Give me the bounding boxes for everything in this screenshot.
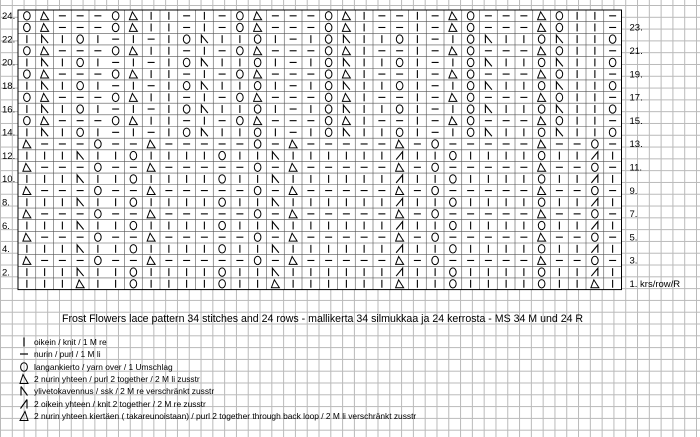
row-number-odd: 11. [629, 162, 643, 174]
p2tog-tbl-icon [18, 410, 30, 422]
legend-text-p2tog: 2 nurin yhteen / purl 2 together / 2 M li zusstr [34, 374, 200, 385]
purl-icon [18, 348, 30, 360]
legend-text-k2tog: 2 oikein yhteen / knit 2 together / 2 M re zusstr [34, 398, 206, 409]
legend-item-yarn-over [18, 361, 416, 373]
row-number-odd: 23. [629, 22, 643, 34]
legend-text-knit: oikein / knit / 1 M re [34, 337, 107, 348]
row-number-even: 4. [2, 244, 10, 256]
row-number-even: 14. [2, 127, 16, 139]
row-number-odd: 17. [629, 92, 643, 104]
row-number-even: 8. [2, 197, 10, 209]
legend-text-purl: nurin / purl / 1 M li [34, 349, 101, 360]
knit-icon [18, 336, 30, 348]
row-number-even: 6. [2, 220, 10, 232]
row-number-even: 12. [2, 150, 16, 162]
row-number-odd: 3. [629, 255, 638, 267]
row-number-odd: 1. krs/row/R [629, 279, 681, 291]
legend-item-p2tog-tbl [18, 410, 416, 422]
symbol-legend [18, 336, 416, 422]
legend-text-ssk: ylivetokavennus / ssk / 2 M re verschränkt zusstr [34, 386, 215, 397]
yarn-over-icon [18, 361, 30, 373]
k2tog-icon [18, 398, 30, 410]
row-number-odd: 9. [629, 185, 638, 197]
row-number-even: 10. [2, 174, 16, 186]
row-number-odd: 21. [629, 46, 643, 58]
legend-item-p2tog [18, 373, 416, 385]
row-number-odd: 13. [629, 139, 643, 151]
row-number-even: 20. [2, 57, 16, 69]
row-number-odd: 15. [629, 115, 643, 127]
legend-item-ssk [18, 385, 416, 397]
row-number-even: 2. [2, 267, 10, 279]
legend-text-yarn-over: langankierto / yarn over / 1 Umschlag [34, 361, 173, 372]
row-number-odd: 19. [629, 69, 643, 81]
row-number-even: 24. [2, 11, 16, 23]
legend-item-purl [18, 348, 416, 360]
legend-item-knit [18, 336, 416, 348]
row-number-even: 16. [2, 104, 16, 116]
p2tog-icon [18, 373, 30, 385]
row-number-odd: 5. [629, 232, 638, 244]
ssk-icon [18, 385, 30, 397]
legend-item-k2tog [18, 397, 416, 409]
row-number-odd: 7. [629, 209, 638, 221]
row-number-even: 18. [2, 80, 16, 92]
row-number-even: 22. [2, 34, 16, 46]
chart-caption: Frost Flowers lace pattern 34 stitches and 24 rows - mallikerta 34 silmukkaa ja 24 kerrosta - MS 34 M und 24 R [62, 313, 584, 325]
legend-text-p2tog-tbl: 2 nurin yhteen kiertäen ( takareunoistaan) / purl 2 together through back loop / 2 M li verschränkt zusstr [34, 410, 417, 421]
